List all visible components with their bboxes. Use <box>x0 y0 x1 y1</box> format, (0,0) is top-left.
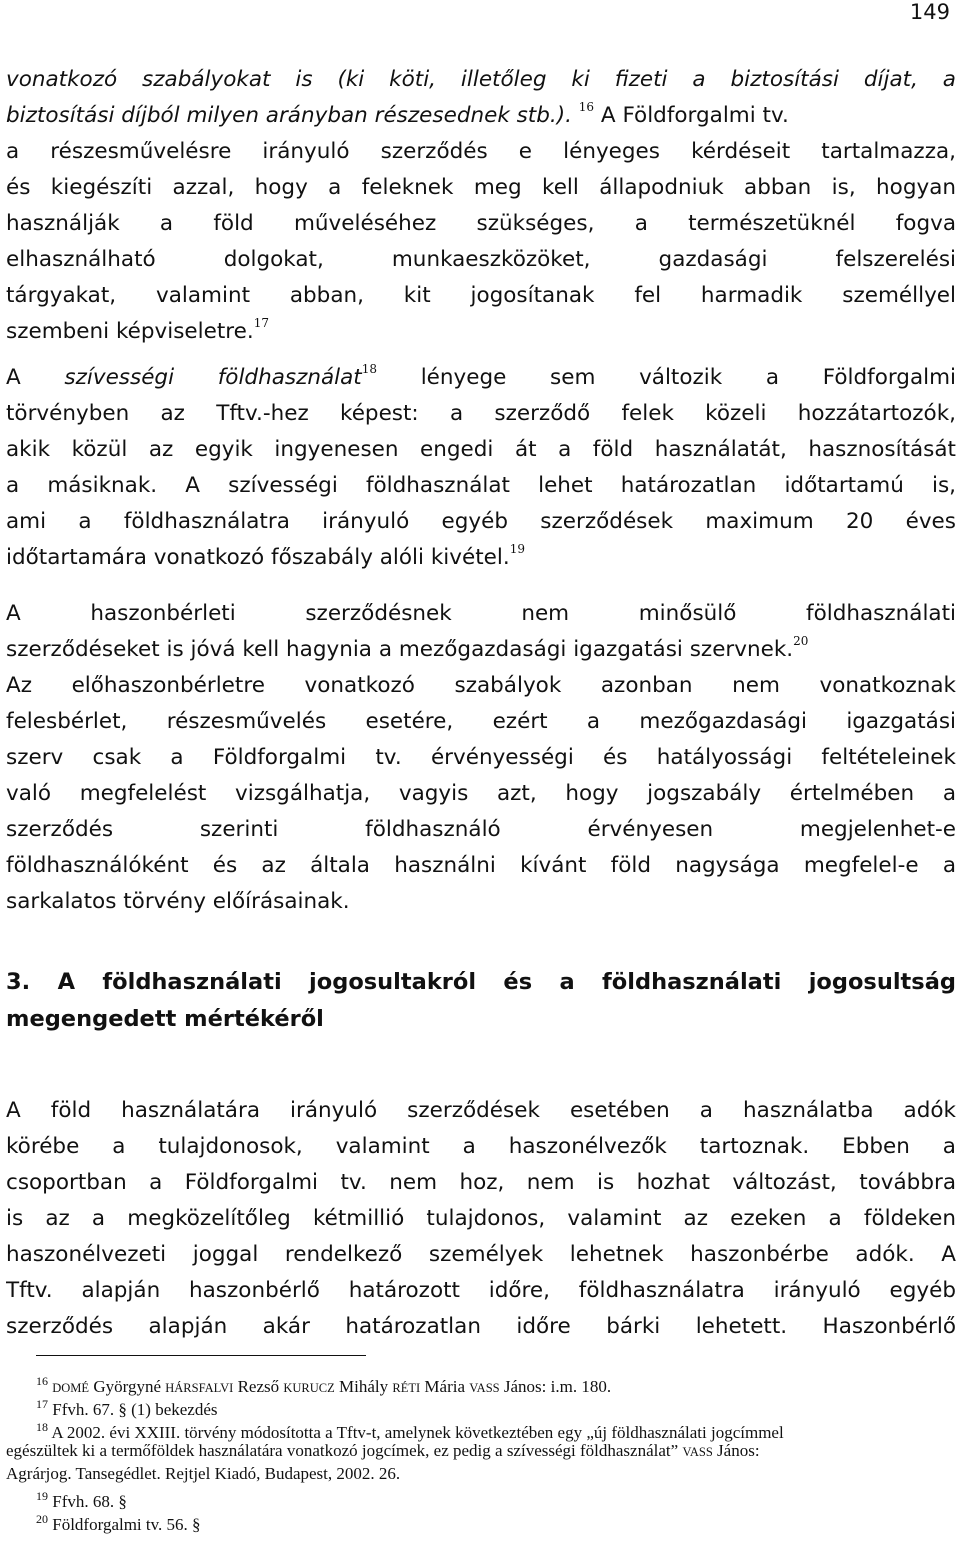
text-line: sarkalatos törvény előírásainak. <box>6 889 350 914</box>
footnote-ref-16[interactable]: 16 <box>578 100 595 114</box>
footnote-18 <box>6 1416 956 1442</box>
text-line: körébe a tulajdonosok, valamint a haszonélvezők tartoznak. Ebben a <box>6 1134 956 1159</box>
footnote-text: egészültek ki a termőföldek használatára vonatkozó jogcímek, ez pedig a szívességi földhasználat” <box>6 1441 683 1460</box>
text-line: földhasználóként és az általa használni kívánt föld nagysága megfelel-e a <box>6 853 956 878</box>
author-name: Rezső <box>233 1377 284 1396</box>
footnote-text: Földforgalmi tv. 56. § <box>52 1515 201 1534</box>
text-line: tárgyakat, valamint abban, kit jogosítanak fel harmadik személlyel <box>6 283 956 308</box>
citation-text: János: i.m. 180. <box>499 1377 612 1396</box>
text-line <box>6 314 956 350</box>
text-line: szerződés szerinti földhasználó érvényesen megjelenhet-e <box>6 817 956 842</box>
footnote-ref-20[interactable]: 20 <box>793 634 809 648</box>
footnote-16 <box>6 1370 956 1396</box>
text-line: csoportban a Földforgalmi tv. nem hoz, nem is hozhat változást, továbbra <box>6 1170 956 1195</box>
text-line: A föld használatára irányuló szerződések esetében a használatba adók <box>6 1098 956 1123</box>
footnote-20 <box>6 1508 956 1534</box>
footnote-text: Ffvh. 68. § <box>52 1492 127 1511</box>
footnote-separator <box>36 1355 366 1356</box>
text-line: a részesművelésre irányuló szerződés e lényeges kérdéseit tartalmazza, <box>6 139 956 164</box>
heading-line: megengedett mértékéről <box>6 1006 324 1032</box>
author-surname: VASS <box>682 1445 713 1459</box>
text-line: A haszonbérleti szerződésnek nem minősülő földhasználati <box>6 601 956 626</box>
author-surname: DOMÉ <box>52 1381 90 1395</box>
text-line: elhasználható dolgokat, munkaeszközöket, gazdasági felszerelési <box>6 247 956 272</box>
italic-term: szívességi földhasználat <box>64 365 362 390</box>
text-span: szerződéseket is jóvá kell hagynia a mezőgazdasági igazgatási szervnek. <box>6 637 794 662</box>
footnote-text: Ffvh. 67. § (1) bekezdés <box>52 1400 218 1419</box>
author-surname: HÁRSFALVI <box>165 1381 234 1395</box>
footnote-number: 20 <box>36 1512 48 1526</box>
text-span: A <box>6 365 65 390</box>
footnote-text: A 2002. évi XXIII. törvény módosította a Tftv-t, amelynek következtében egy „új földhasználati jogcímmel <box>51 1423 784 1442</box>
footnote-text: János: <box>712 1441 760 1460</box>
author-name: Mária <box>420 1377 470 1396</box>
text-line: is az a megközelítőleg kétmillió tulajdonos, valamint az ezeken a földeken <box>6 1206 956 1231</box>
text-line: és kiegészíti azzal, hogy a feleknek meg kell állapodniuk abban is, hogyan <box>6 175 956 200</box>
paragraph-4 <box>6 1093 956 1345</box>
footnote-19 <box>6 1485 956 1511</box>
text-line: használják a föld műveléséhez szükséges, a természetüknél fogva <box>6 211 956 236</box>
page-number: 149 <box>909 0 950 24</box>
text-line: ami a földhasználatra irányuló egyéb szerződések maximum 20 éves <box>6 509 956 534</box>
text-line: felesbérlet, részesművelés esetére, ezért a mezőgazdasági igazgatási <box>6 709 956 734</box>
footnote-18-line <box>6 1439 956 1462</box>
footnote-ref-17[interactable]: 17 <box>253 316 269 330</box>
footnote-ref-18[interactable]: 18 <box>361 362 378 376</box>
footnote-number: 18 <box>36 1420 48 1434</box>
text-line <box>6 632 956 668</box>
author-surname: VASS <box>469 1381 500 1395</box>
footnote-number: 16 <box>36 1374 48 1388</box>
text-line <box>6 98 956 134</box>
text-span: lényege sem változik a Földforgalmi <box>377 365 956 390</box>
text-span: A Földforgalmi tv. <box>594 103 789 128</box>
author-surname: KURUCZ <box>283 1381 335 1395</box>
author-surname: RÉTI <box>392 1381 421 1395</box>
text-line <box>6 540 956 576</box>
author-name: Györgyné <box>89 1377 166 1396</box>
text-line: való megfelelést vizsgálhatja, vagyis azt, hogy jogszabály értelmében a <box>6 781 956 806</box>
footnotes <box>6 1370 956 1534</box>
footnote-18-line: Agrárjog. Tansegédlet. Rejtjel Kiadó, Budapest, 2002. 26. <box>6 1464 401 1483</box>
footnote-17 <box>6 1393 956 1419</box>
text-span: biztosítási díjból milyen arányban részesednek stb.). <box>6 103 572 128</box>
text-line: Tftv. alapján haszonbérlő határozott időre, földhasználatra irányuló egyéb <box>6 1278 956 1303</box>
text-line: akik közül az egyik ingyenesen engedi át a föld használatát, hasznosítását <box>6 437 956 462</box>
section-heading <box>6 964 956 1038</box>
text-line: törvényben az Tftv.-hez képest: a szerződő felek közeli hozzátartozók, <box>6 401 956 426</box>
text-line: haszonélvezeti joggal rendelkező személyek lehetnek haszonbérbe adók. A <box>6 1242 956 1267</box>
text-line: Az előhaszonbérletre vonatkozó szabályok azonban nem vonatkoznak <box>6 673 956 698</box>
footnote-ref-19[interactable]: 19 <box>509 542 525 556</box>
text-span: időtartamára vonatkozó főszabály alóli kivétel. <box>6 545 510 570</box>
text-line: a másiknak. A szívességi földhasználat lehet határozatlan időtartamú is, <box>6 473 956 498</box>
heading-line: 3. A földhasználati jogosultakról és a földhasználati jogosultság <box>6 969 956 995</box>
text-span: szembeni képviseletre. <box>6 319 254 344</box>
paragraph-1 <box>6 62 956 920</box>
text-line: szerv csak a Földforgalmi tv. érvényességi és hatályossági feltételeinek <box>6 745 956 770</box>
text-line: szerződés alapján akár határozatlan időre bárki lehetett. Haszonbérlő <box>6 1314 956 1339</box>
author-name: Mihály <box>334 1377 393 1396</box>
footnote-number: 19 <box>36 1489 48 1503</box>
text-line: vonatkozó szabályokat is (ki köti, illetőleg ki fizeti a biztosítási díjat, a <box>6 67 956 92</box>
footnote-number: 17 <box>36 1397 48 1411</box>
text-line <box>6 360 956 396</box>
